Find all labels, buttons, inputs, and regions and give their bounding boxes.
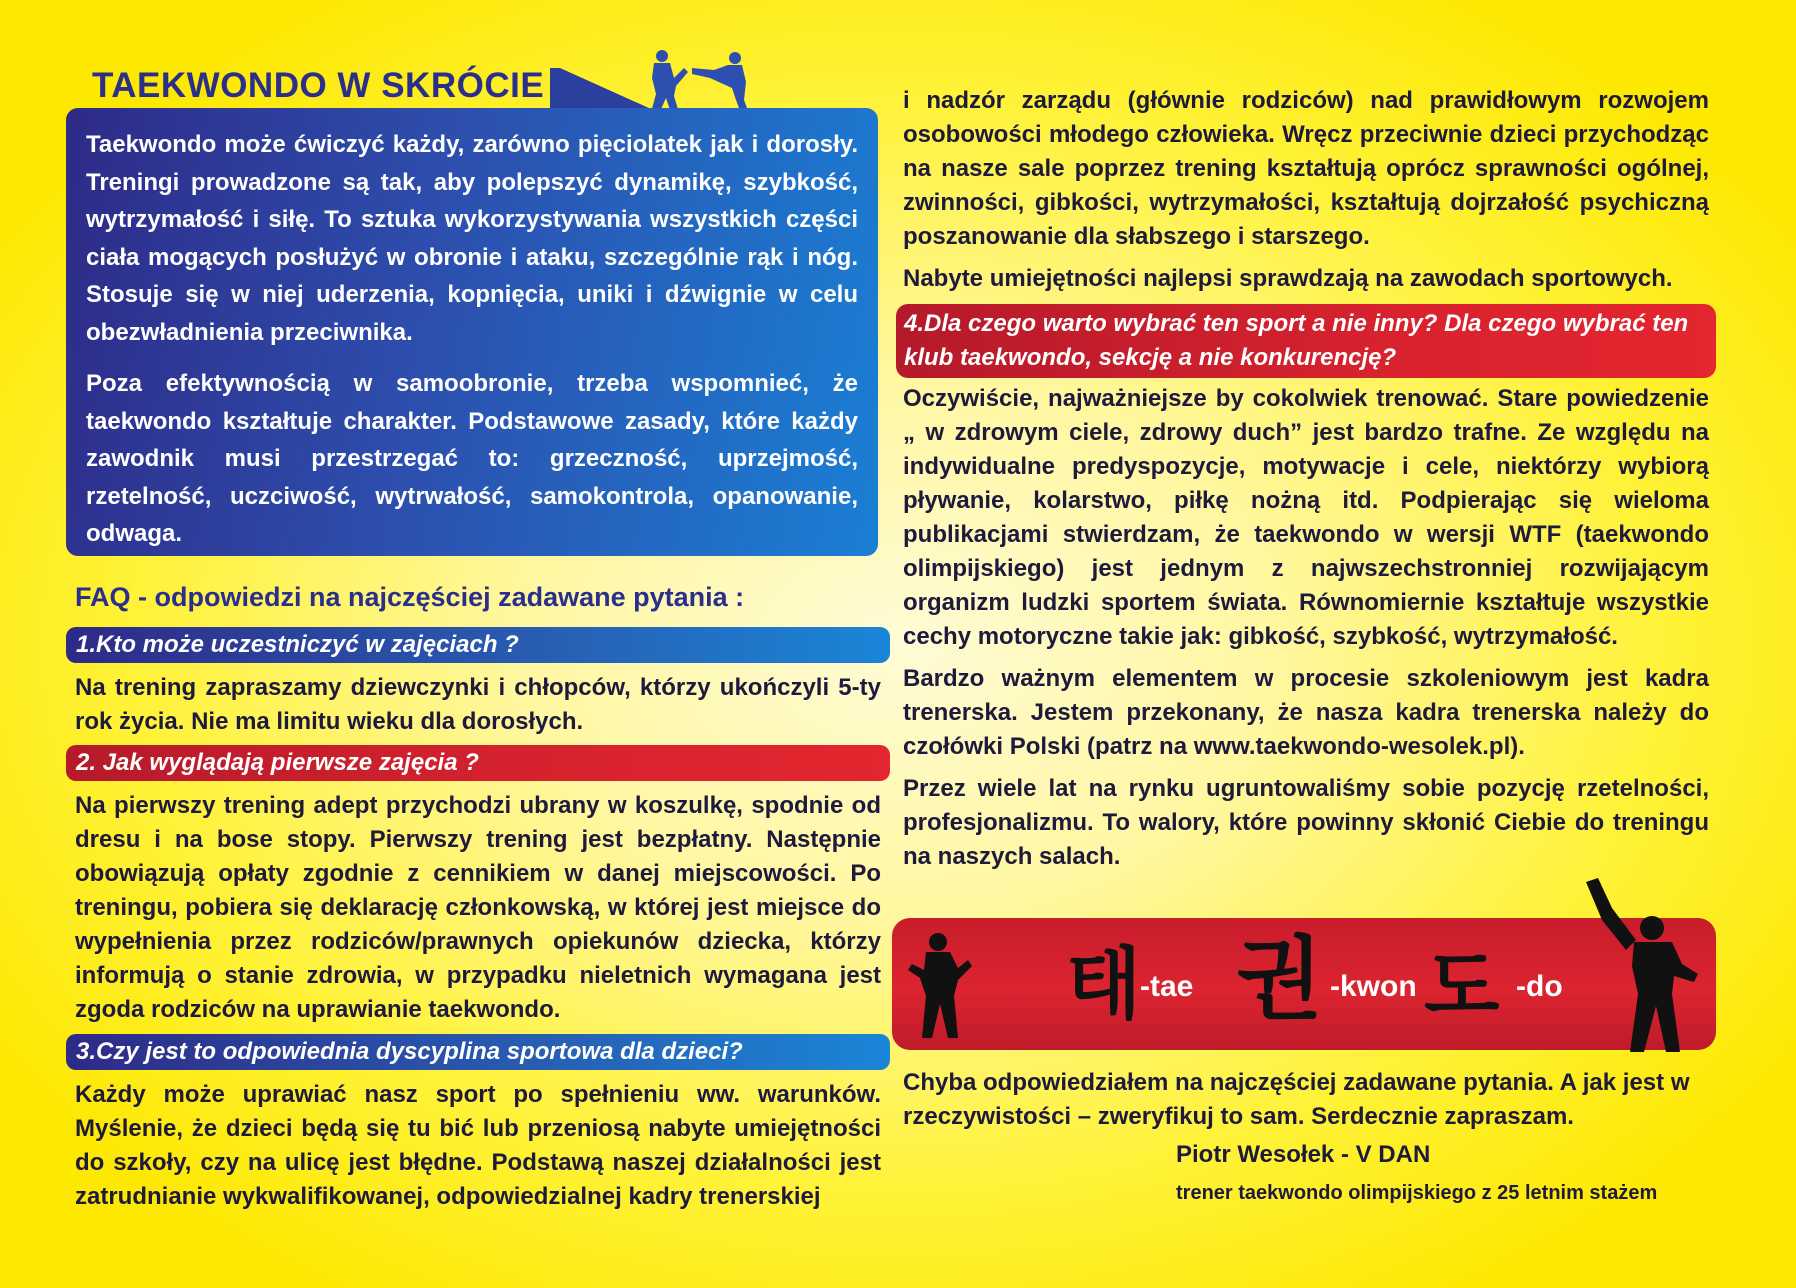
faq-answer-3-continued <box>903 84 1709 304</box>
faq-answer-4-paragraph-2: Bardzo ważnym elementem w procesie szkoleniowym jest kadra trenerska. Jestem przekonany, że nasza kadra trenerska należy do czołówki Polski (patrz na www.taekwondo-wesolek.pl). <box>903 665 1709 760</box>
faq-answer-1 <box>75 671 881 747</box>
faq-answer-3-extra-text: Nabyte umiejętności najlepsi sprawdzają na zawodach sportowych. <box>903 265 1673 292</box>
signature-role: trener taekwondo olimpijskiego z 25 letnim stażem <box>1176 1182 1658 1204</box>
fighter-kick-icon <box>1578 878 1706 1054</box>
intro-paragraph-1: Taekwondo może ćwiczyć każdy, zarówno pięciolatek jak i dorosły. Treningi prowadzone są tak, aby polepszyć dynamikę, szybkość, wytrzymałość i siłę. To sztuka wykorzystywania wszystkich części ciała mogących posłużyć w obronie i ataku, szczególnie rąk i nóg. Stosuje się w niej uderzenia, kopnięcia, uniki i dźwignie w celu obezwładnienia przeciwnika. <box>86 131 858 346</box>
faq-answer-2-text: Na pierwszy trening adept przychodzi ubrany w koszulkę, spodnie od dresu i na bose stopy. Pierwszy trening jest bezpłatny. Następnie obowiązują opłaty zgodnie z cennikiem w danej miejscowości. Po treningu, pobiera się deklarację członkowską, w której jest miejsce do wypełnienia przez rodziców/prawnych opiekunów dziecka, którzy informują o stanie zdrowia, w przypadku nieletnich wymagana jest zgoda rodziców na uprawianie taekwondo. <box>75 792 881 1023</box>
faq-answer-1-text: Na trening zapraszamy dziewczynki i chłopców, którzy ukończyli 5-ty rok życia. Nie ma limitu wieku dla dorosłych. <box>75 674 881 735</box>
faq-answer-4-paragraph-3: Przez wiele lat na rynku ugruntowaliśmy sobie pozycję rzetelności, profesjonalizmu. To walory, które powinny skłonić Ciebie do treningu na naszych salach. <box>903 775 1709 870</box>
roman-tae: -tae <box>1140 970 1194 1003</box>
faq-answer-2 <box>75 789 881 1035</box>
closing-text: Chyba odpowiedziałem na najczęściej zadawane pytania. A jak jest w rzeczywistości – zweryfikuj to sam. Serdecznie zapraszam. <box>903 1069 1690 1130</box>
fighter-left-icon <box>902 930 974 1040</box>
faq-question-1: 1.Kto może uczestniczyć w zajęciach ? <box>66 627 890 663</box>
faq-answer-3-cont-text: i nadzór zarządu (głównie rodziców) nad prawidłowym rozwojem osobowości młodego człowieka. Wręcz przeciwnie dzieci przychodząc na nasze sale poprzez trening kształtują oprócz sprawności ogólnej, zwinności, gibkości, wytrzymałości, kształtują dojrzałość psychiczną poszanowanie dla słabszego i starszego. <box>903 87 1709 250</box>
roman-do: -do <box>1516 970 1563 1003</box>
faq-title: FAQ - odpowiedzi na najczęściej zadawane pytania : <box>75 582 745 612</box>
hangul-do: 도 <box>1424 942 1500 1032</box>
faq-answer-3 <box>75 1078 881 1222</box>
page-title: TAEKWONDO W SKRÓCIE <box>92 66 545 105</box>
signature-name: Piotr Wesołek - V DAN <box>1176 1141 1431 1168</box>
faq-question-2: 2. Jak wyglądają pierwsze zajęcia ? <box>66 745 890 781</box>
faq-answer-4 <box>903 382 1709 882</box>
faq-question-4: 4.Dla czego warto wybrać ten sport a nie inny? Dla czego wybrać ten klub taekwondo, sekcję a nie konkurencję? <box>896 304 1716 378</box>
hangul-kwon: 권 <box>1236 927 1323 1032</box>
hangul-tae: 태 <box>1066 940 1142 1030</box>
faq-question-3: 3.Czy jest to odpowiednia dyscyplina sportowa dla dzieci? <box>66 1034 890 1070</box>
intro-paragraph-2: Poza efektywnością w samoobronie, trzeba wspomnieć, że taekwondo kształtuje charakter. Podstawowe zasady, które każdy zawodnik musi przestrzegać to: grzeczność, uprzejmość, rzetelność, uczciwość, wytrwałość, samokontrola, opanowanie, odwaga. <box>86 370 858 547</box>
faq-answer-3-text: Każdy może uprawiać nasz sport po spełnieniu ww. warunków. Myślenie, że dzieci będą się tu bić lub przeniosą nabyte umiejętności do szkoły, czy na ulicę jest błędne. Podstawą naszej działalności jest zatrudnianie wykwalifikowanej, odpowiedzialnej kadry trenerskiej <box>75 1081 881 1210</box>
intro-box <box>66 108 878 556</box>
faq-answer-4-paragraph-1: Oczywiście, najważniejsze by cokolwiek trenować. Stare powiedzenie „ w zdrowym ciele, zdrowy duch” jest bardzo trafne. Ze względu na indywidualne predyspozycje, motywacje i cele, niektórzy wybiorą pływanie, kolarstwo, piłkę nożną itd. Podpierając się wieloma publikacjami stwierdzam, że taekwondo w wersji WTF (taekwondo olimpijskiego) jest jednym z najwszechstronniej rozwijającym organizm ludzki sportem świata. Równomiernie kształtuje wszystkie cechy motoryczne takie jak: gibkość, szybkość, wytrzymałość. <box>903 385 1709 650</box>
roman-kwon: -kwon <box>1330 970 1417 1003</box>
